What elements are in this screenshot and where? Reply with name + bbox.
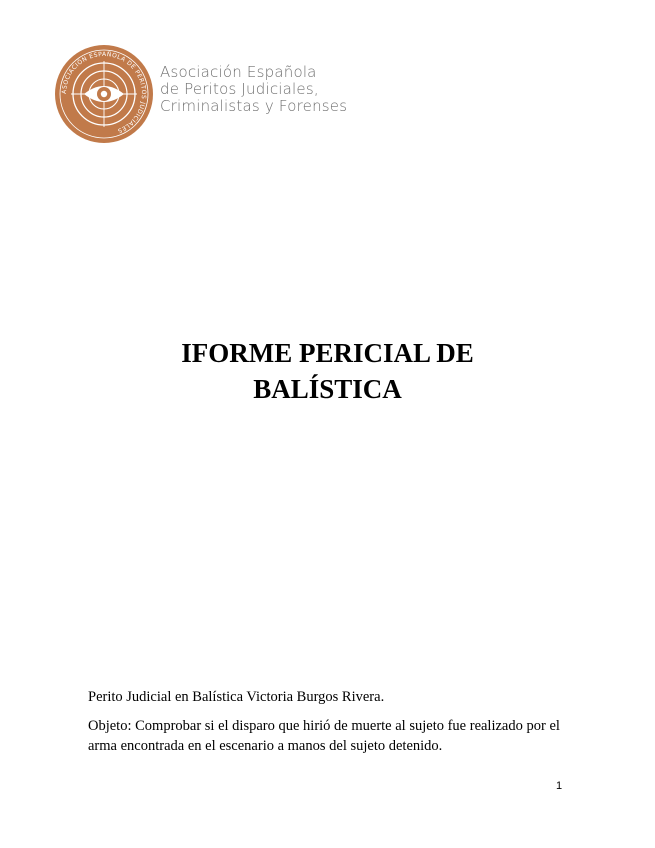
association-name-line-3: Criminalistas y Forenses: [160, 97, 348, 115]
document-title-line-2: BALÍSTICA: [253, 374, 402, 404]
association-seal-logo: [54, 44, 154, 144]
expert-line: Perito Judicial en Balística Victoria Burgos Rivera.: [88, 689, 385, 705]
page-number: 1: [556, 780, 563, 792]
document-header: [52, 44, 372, 144]
association-name-line-1: Asociación Española: [160, 63, 317, 81]
objective-paragraph: Objeto: Comprobar si el disparo que hirió de muerte al sujeto fue realizado por el arma encontrada en el escenario a manos del sujeto detenido.: [88, 718, 560, 754]
document-title: [0, 335, 655, 407]
document-title-line-1: IFORME PERICIAL DE: [181, 338, 474, 368]
association-name-line-2: de Peritos Judiciales,: [160, 80, 319, 98]
association-name: [160, 64, 347, 115]
seal-text: ASOCIACIÓN ESPAÑOLA DE PERITOS JUDICIALES: [60, 50, 148, 135]
